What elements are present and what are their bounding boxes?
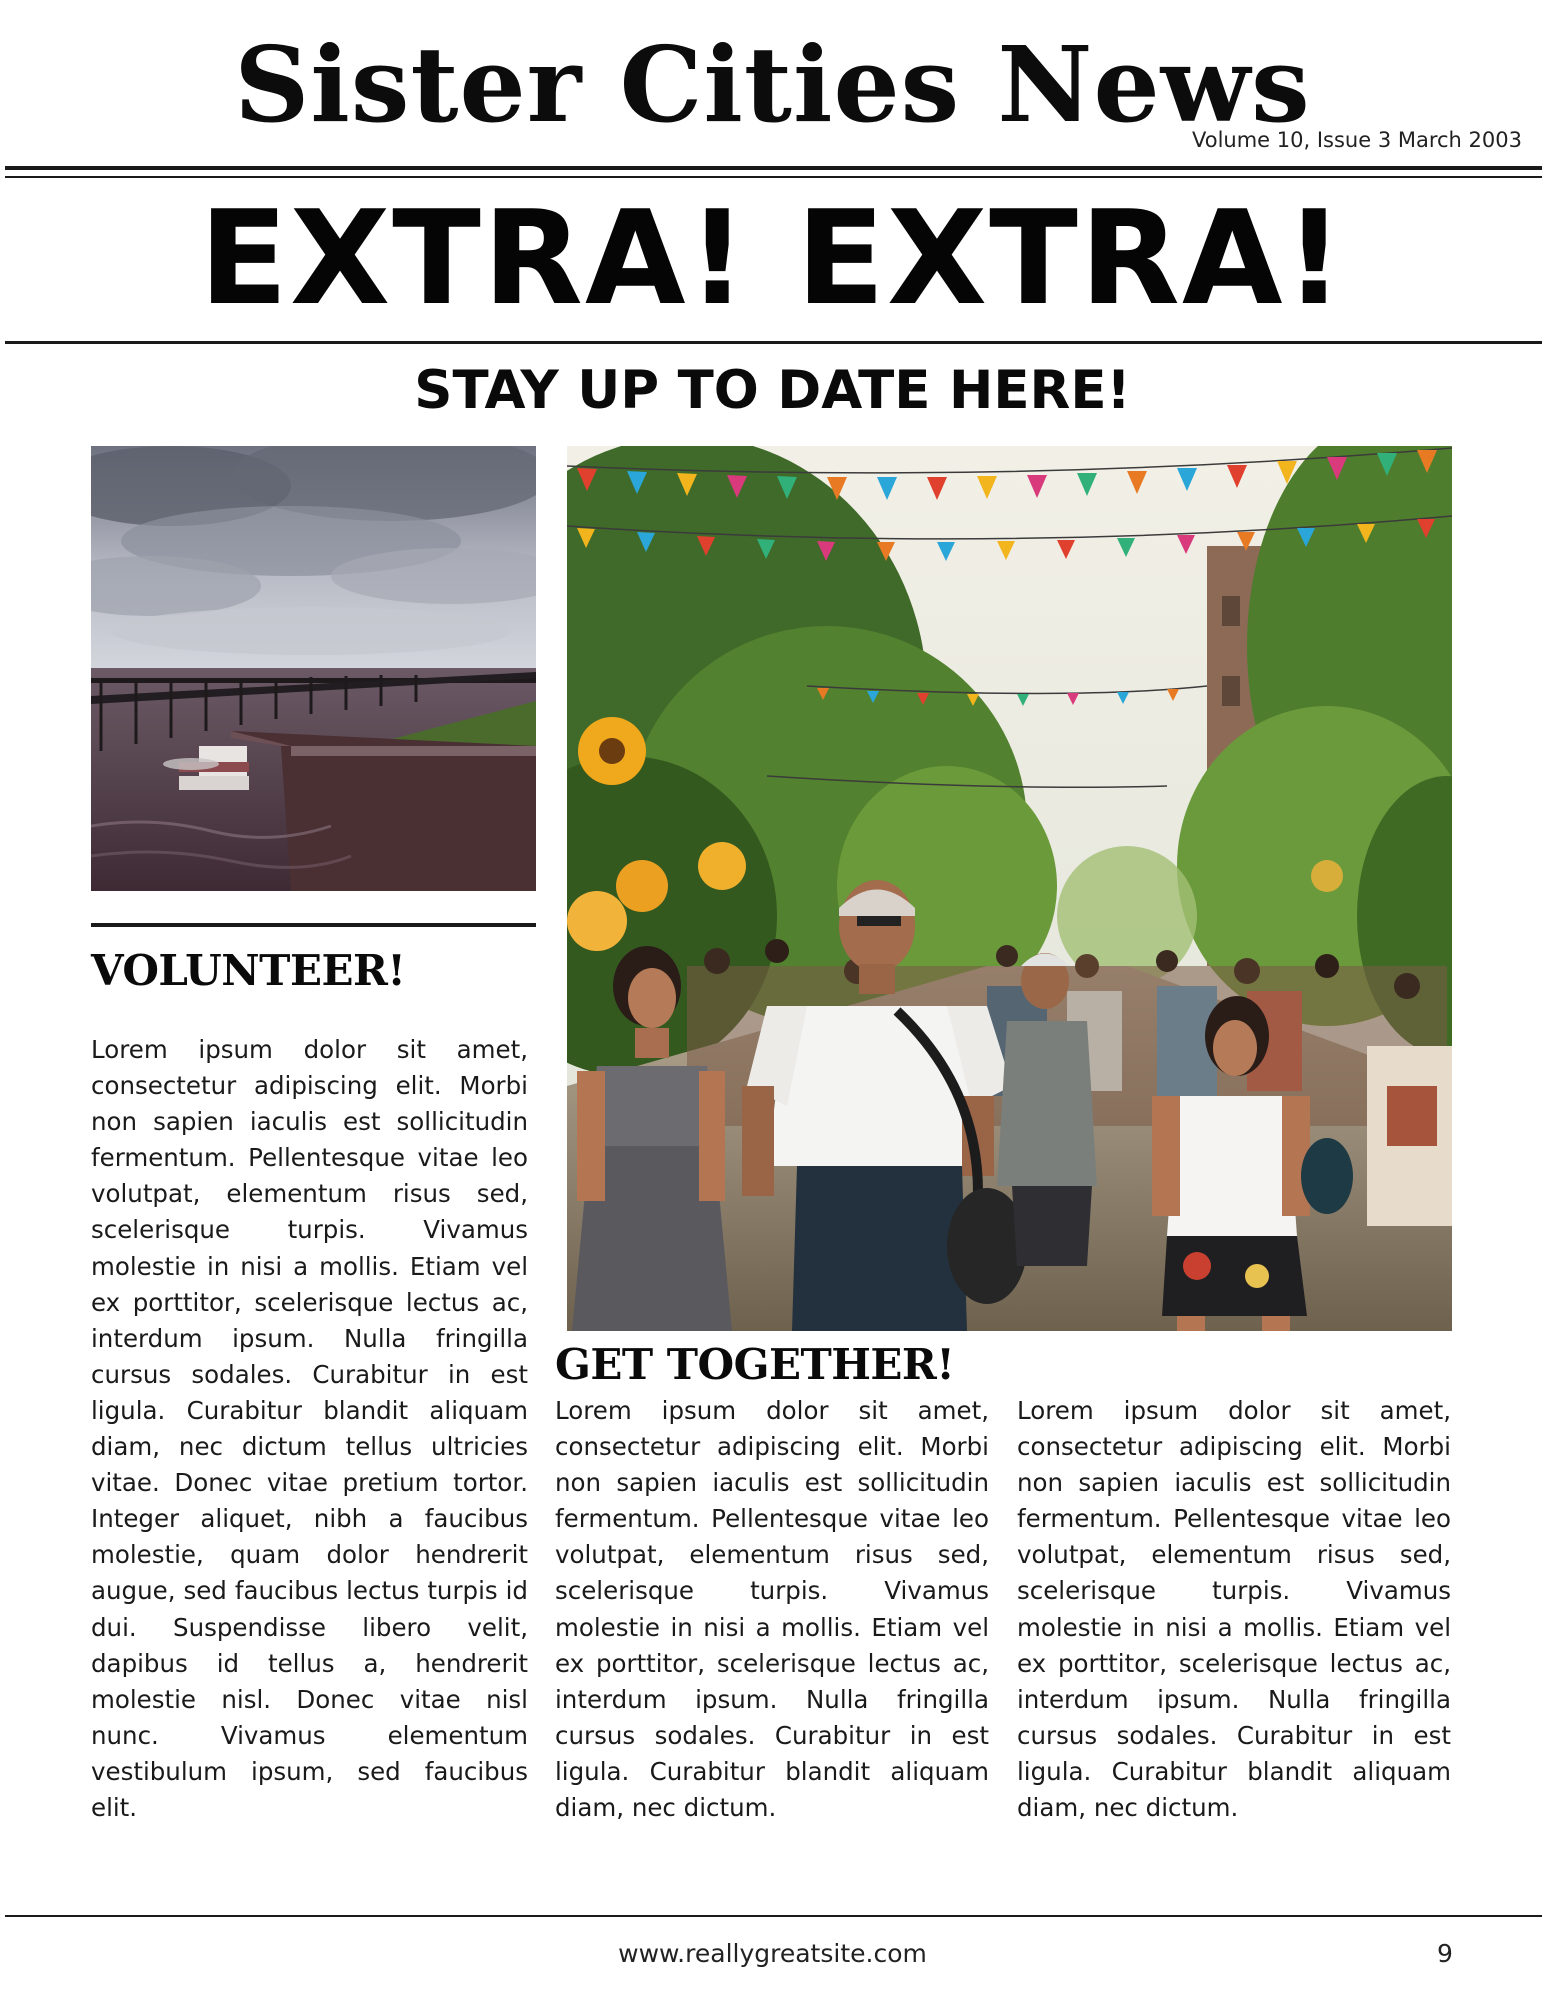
masthead-title: Sister Cities News — [234, 23, 1311, 146]
masthead-rule-top — [5, 166, 1542, 170]
get-together-body-column-1: Lorem ipsum dolor sit amet, consectetur adipiscing elit. Morbi non sapien iaculis est sollicitudin fermentum. Pellentesque vitae leo volutpat, elementum risus sed, scelerisque turpis. Vivamus molestie in nisi a mollis. Etiam vel ex porttitor, scelerisque lectus ac, interdum ipsum. Nulla fringilla cursus sodales. Curabitur in est ligula. Curabitur blandit aliquam diam, nec dictum. — [555, 1396, 989, 1823]
page-number: 9 — [1437, 1939, 1453, 1968]
headline: EXTRA! EXTRA! — [199, 182, 1346, 334]
volunteer-body: Lorem ipsum dolor sit amet, consectetur adipiscing elit. Morbi non sapien iaculis est sollicitudin fermentum. Pellentesque vitae leo volutpat, elementum risus sed, scelerisque turpis. Vivamus molestie in nisi a mollis. Etiam vel ex porttitor, scelerisque lectus ac, interdum ipsum. Nulla fringilla cursus sodales. Curabitur in est ligula. Curabitur blandit aliquam diam, nec dictum tellus ultricies vitae. Donec vitae pretium tortor. Integer aliquet, nibh a faucibus molestie, quam dolor hendrerit augue, sed faucibus lectus turpis id dui. Suspendisse libero velit, dapibus id tellus a, hendrerit molestie nisl. Donec vitae nisl nunc. Vivamus elementum vestibulum ipsum, sed faucibus elit. — [91, 1035, 528, 1822]
volunteer-rule — [91, 923, 536, 927]
festival-crowd-photo — [567, 446, 1452, 1331]
flooded-promenade-photo — [91, 446, 536, 891]
get-together-body-column-2: Lorem ipsum dolor sit amet, consectetur adipiscing elit. Morbi non sapien iaculis est sollicitudin fermentum. Pellentesque vitae leo volutpat, elementum risus sed, scelerisque turpis. Vivamus molestie in nisi a mollis. Etiam vel ex porttitor, scelerisque lectus ac, interdum ipsum. Nulla fringilla cursus sodales. Curabitur in est ligula. Curabitur blandit aliquam diam, nec dictum. — [1017, 1396, 1451, 1823]
footer-rule — [5, 1915, 1542, 1917]
tagline: STAY UP TO DATE HERE! — [414, 360, 1131, 421]
get-together-heading: GET TOGETHER! — [555, 1340, 955, 1389]
headline-rule — [5, 341, 1542, 344]
volunteer-heading: VOLUNTEER! — [91, 946, 406, 995]
masthead-rule-bottom — [5, 176, 1542, 178]
footer-url: www.reallygreatsite.com — [618, 1939, 927, 1968]
issue-info: Volume 10, Issue 3 March 2003 — [1191, 128, 1522, 152]
